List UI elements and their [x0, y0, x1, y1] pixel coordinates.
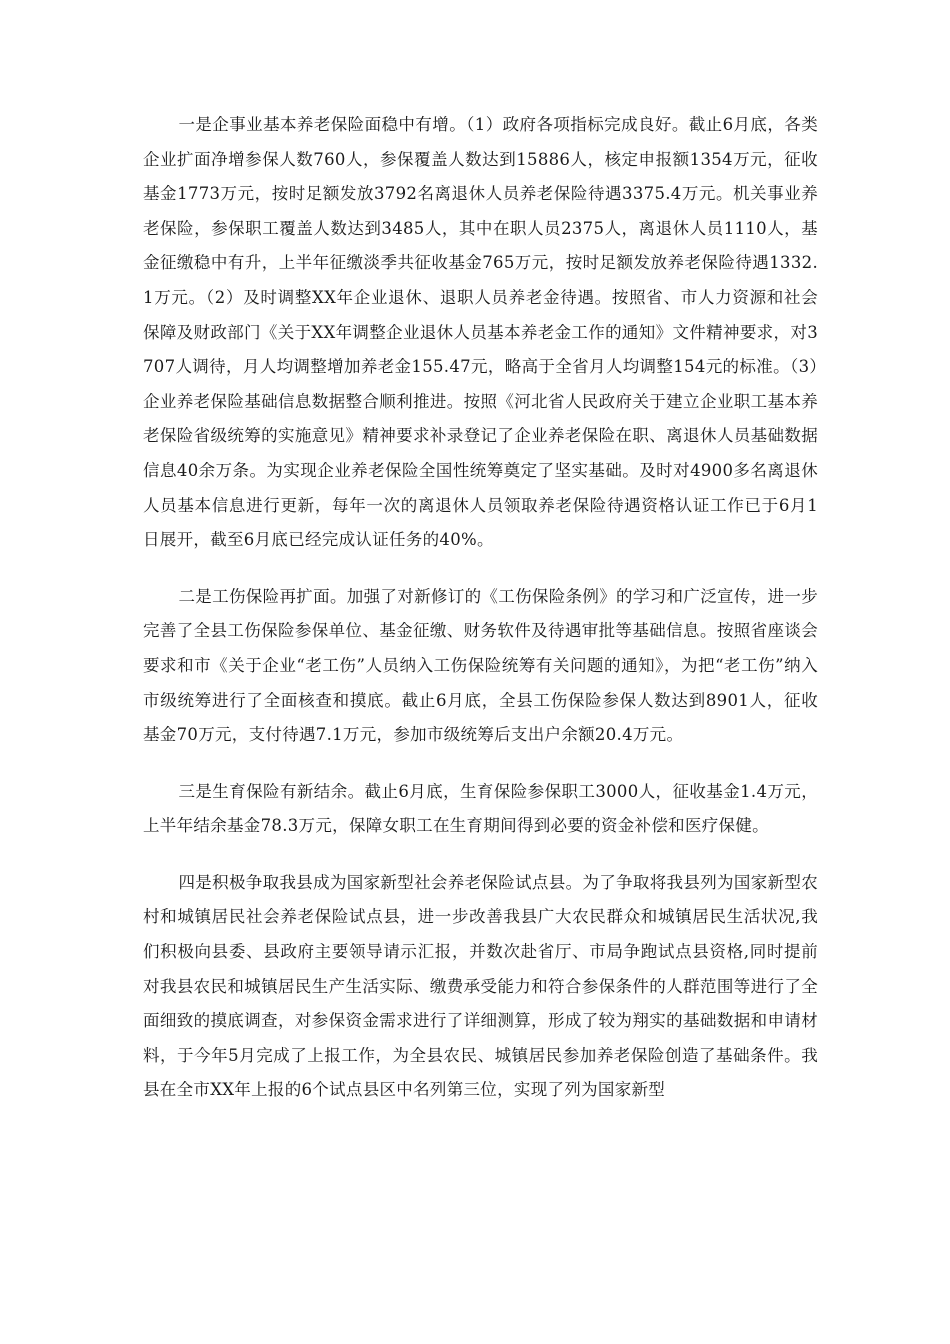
paragraph-work-injury-insurance: 二是工伤保险再扩面。加强了对新修订的《工伤保险条例》的学习和广泛宣传，进一步完善了全县工伤保险参保单位、基金征缴、财务软件及待遇审批等基础信息。按照省座谈会要求和市《关于企业“老工伤”人员纳入工伤保险统筹有关问题的通知》，为把“老工伤”纳入市级统筹进行了全面核查和摸底。截止6月底，全县工伤保险参保人数达到8901人，征收基金70万元，支付待遇7.1万元，参加市级统筹后支出户余额20.4万元。: [143, 586, 818, 745]
document-body: [143, 108, 818, 1108]
paragraph-pilot-county: 四是积极争取我县成为国家新型社会养老保险试点县。为了争取将我县列为国家新型农村和城镇居民社会养老保险试点县，进一步改善我县广大农民群众和城镇居民生活状况,我们积极向县委、县政府主要领导请示汇报，并数次赴省厅、市局争跑试点县资格,同时提前对我县农民和城镇居民生产生活实际、缴费承受能力和符合参保条件的人群范围等进行了全面细致的摸底调查，对参保资金需求进行了详细测算，形成了较为翔实的基础数据和申请材料，于今年5月完成了上报工作，为全县农民、城镇居民参加养老保险创造了基础条件。我县在全市XX年上报的6个试点县区中名列第三位，实现了列为国家新型: [143, 872, 818, 1100]
paragraph-maternity-insurance: 三是生育保险有新结余。截止6月底，生育保险参保职工3000人，征收基金1.4万元，上半年结余基金78.3万元，保障女职工在生育期间得到必要的资金补偿和医疗保健。: [143, 781, 818, 836]
paragraph-pension-insurance: 一是企事业基本养老保险面稳中有增。（1）政府各项指标完成良好。截止6月底，各类企业扩面净增参保人数760人，参保覆盖人数达到15886人，核定申报额1354万元，征收基金1773万元，按时足额发放3792名离退休人员养老保险待遇3375.4万元。机关事业养老保险，参保职工覆盖人数达到3485人，其中在职人员2375人，离退休人员1110人，基金征缴稳中有升，上半年征缴淡季共征收基金765万元，按时足额发放养老保险待遇1332.1万元。（2）及时调整XX年企业退休、退职人员养老金待遇。按照省、市人力资源和社会保障及财政部门《关于XX年调整企业退休人员基本养老金工作的通知》文件精神要求，对3707人调待，月人均调整增加养老金155.47元，略高于全省月人均调整154元的标准。（3）企业养老保险基础信息数据整合顺利推进。按照《河北省人民政府关于建立企业职工基本养老保险省级统筹的实施意见》精神要求补录登记了企业养老保险在职、离退休人员基础数据信息40余万条。为实现企业养老保险全国性统筹奠定了坚实基础。及时对4900多名离退休人员基本信息进行更新，每年一次的离退休人员领取养老保险待遇资格认证工作已于6月1日展开，截至6月底已经完成认证任务的40%。: [143, 115, 818, 550]
